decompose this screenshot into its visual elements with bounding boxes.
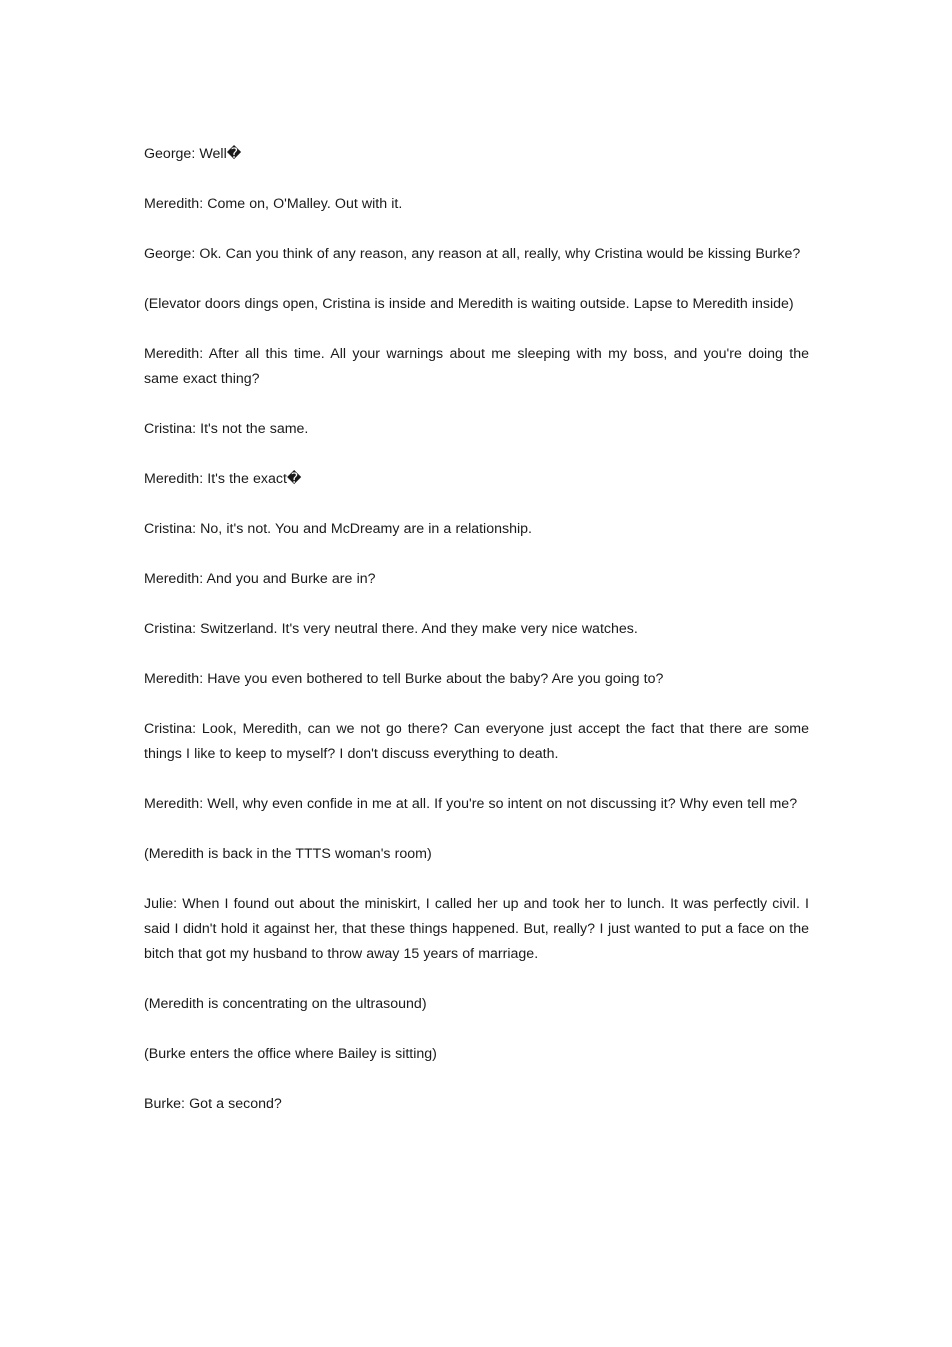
stage-direction-elevator: (Elevator doors dings open, Cristina is inside and Meredith is waiting outside. Lapse to Meredith inside) bbox=[144, 296, 794, 312]
line-george-ok: George: Ok. Can you think of any reason, any reason at all, really, why Cristina would be kissing Burke? bbox=[144, 246, 801, 262]
line-cristina-switzerland: Cristina: Switzerland. It's very neutral there. And they make very nice watches. bbox=[144, 621, 638, 637]
stage-direction-ultrasound: (Meredith is concentrating on the ultrasound) bbox=[144, 996, 427, 1012]
transcript-body bbox=[144, 142, 809, 1142]
line-burke-second: Burke: Got a second? bbox=[144, 1096, 282, 1112]
line-george-well: George: Well� bbox=[144, 146, 242, 162]
line-meredith-exact: Meredith: It's the exact� bbox=[144, 471, 302, 487]
line-meredith-after-all: Meredith: After all this time. All your warnings about me sleeping with my boss, and you're doing the same exact thing? bbox=[144, 346, 809, 387]
line-meredith-come-on: Meredith: Come on, O'Malley. Out with it. bbox=[144, 196, 403, 212]
line-julie-miniskirt: Julie: When I found out about the miniskirt, I called her up and took her to lunch. It was perfectly civil. I said I didn't hold it against her, that these things happened. But, really? I just wanted to put a face on the bitch that got my husband to throw away 15 years of marriage. bbox=[144, 896, 809, 962]
line-meredith-burke-in: Meredith: And you and Burke are in? bbox=[144, 571, 376, 587]
stage-direction-ttts-room: (Meredith is back in the TTTS woman's room) bbox=[144, 846, 432, 862]
line-meredith-confide: Meredith: Well, why even confide in me at all. If you're so intent on not discussing it? Why even tell me? bbox=[144, 796, 798, 812]
stage-direction-burke-enters: (Burke enters the office where Bailey is sitting) bbox=[144, 1046, 437, 1062]
line-cristina-not-same: Cristina: It's not the same. bbox=[144, 421, 309, 437]
line-meredith-baby: Meredith: Have you even bothered to tell Burke about the baby? Are you going to? bbox=[144, 671, 664, 687]
line-cristina-relationship: Cristina: No, it's not. You and McDreamy are in a relationship. bbox=[144, 521, 532, 537]
line-cristina-look: Cristina: Look, Meredith, can we not go there? Can everyone just accept the fact that there are some things I like to keep to myself? I don't discuss everything to death. bbox=[144, 721, 809, 762]
